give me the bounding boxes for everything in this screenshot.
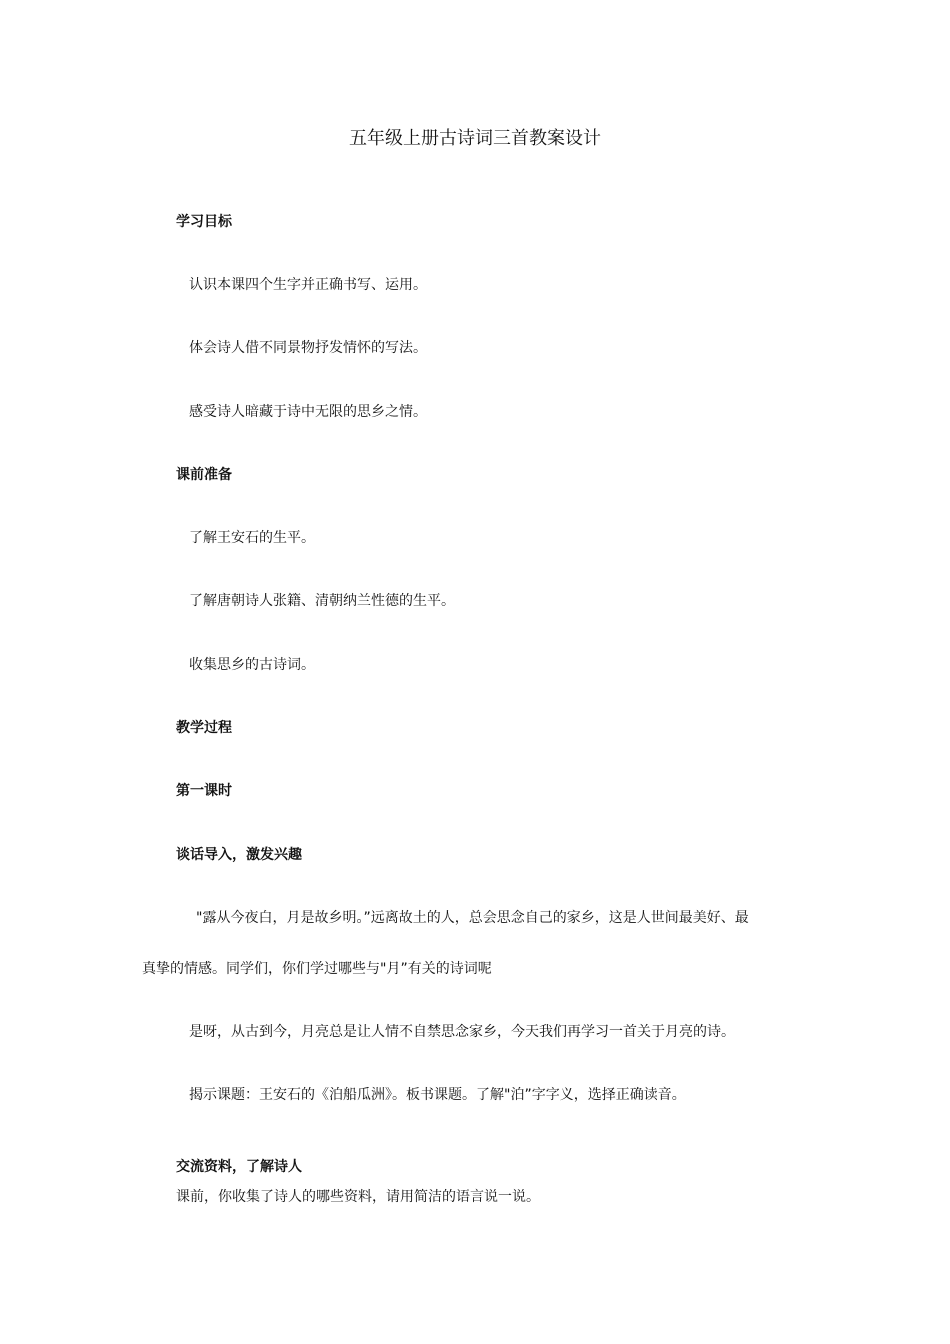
document-title: 五年级上册古诗词三首教案设计: [349, 128, 601, 149]
intro-paragraph: 是呀，从古到今，月亮总是让人情不自禁思念家乡，今天我们再学习一首关于月亮的诗。: [189, 1024, 735, 1040]
process-heading: 教学过程: [176, 720, 232, 736]
preparation-item: 了解王安石的生平。: [189, 530, 315, 546]
preparation-item: 了解唐朝诗人张籍、清朝纳兰性德的生平。: [189, 593, 455, 609]
step2-heading: 交流资料，了解诗人: [176, 1159, 302, 1175]
objective-item: 认识本课四个生字并正确书写、运用。: [189, 277, 427, 293]
preparation-item: 收集思乡的古诗词。: [189, 657, 315, 673]
preparation-heading: 课前准备: [176, 467, 232, 483]
topic-paragraph: 揭示课题：王安石的《泊船瓜洲》。板书课题。了解"泊”字字义，选择正确读音。: [189, 1087, 686, 1103]
objective-item: 感受诗人暗藏于诗中无限的思乡之情。: [189, 404, 427, 420]
step1-heading: 谈话导入，激发兴趣: [176, 847, 302, 863]
step2-paragraph: 课前，你收集了诗人的哪些资料，请用简洁的语言说一说。: [176, 1189, 540, 1205]
intro-paragraph-line2: 真挚的情感。同学们，你们学过哪些与"月”有关的诗词呢: [142, 961, 492, 977]
objectives-heading: 学习目标: [176, 214, 232, 230]
objective-item: 体会诗人借不同景物抒发情怀的写法。: [189, 340, 427, 356]
lesson-heading: 第一课时: [176, 783, 232, 799]
intro-paragraph-line1: "露从今夜白，月是故乡明。”远离故土的人，总会思念自己的家乡，这是人世间最美好、最: [196, 910, 749, 926]
